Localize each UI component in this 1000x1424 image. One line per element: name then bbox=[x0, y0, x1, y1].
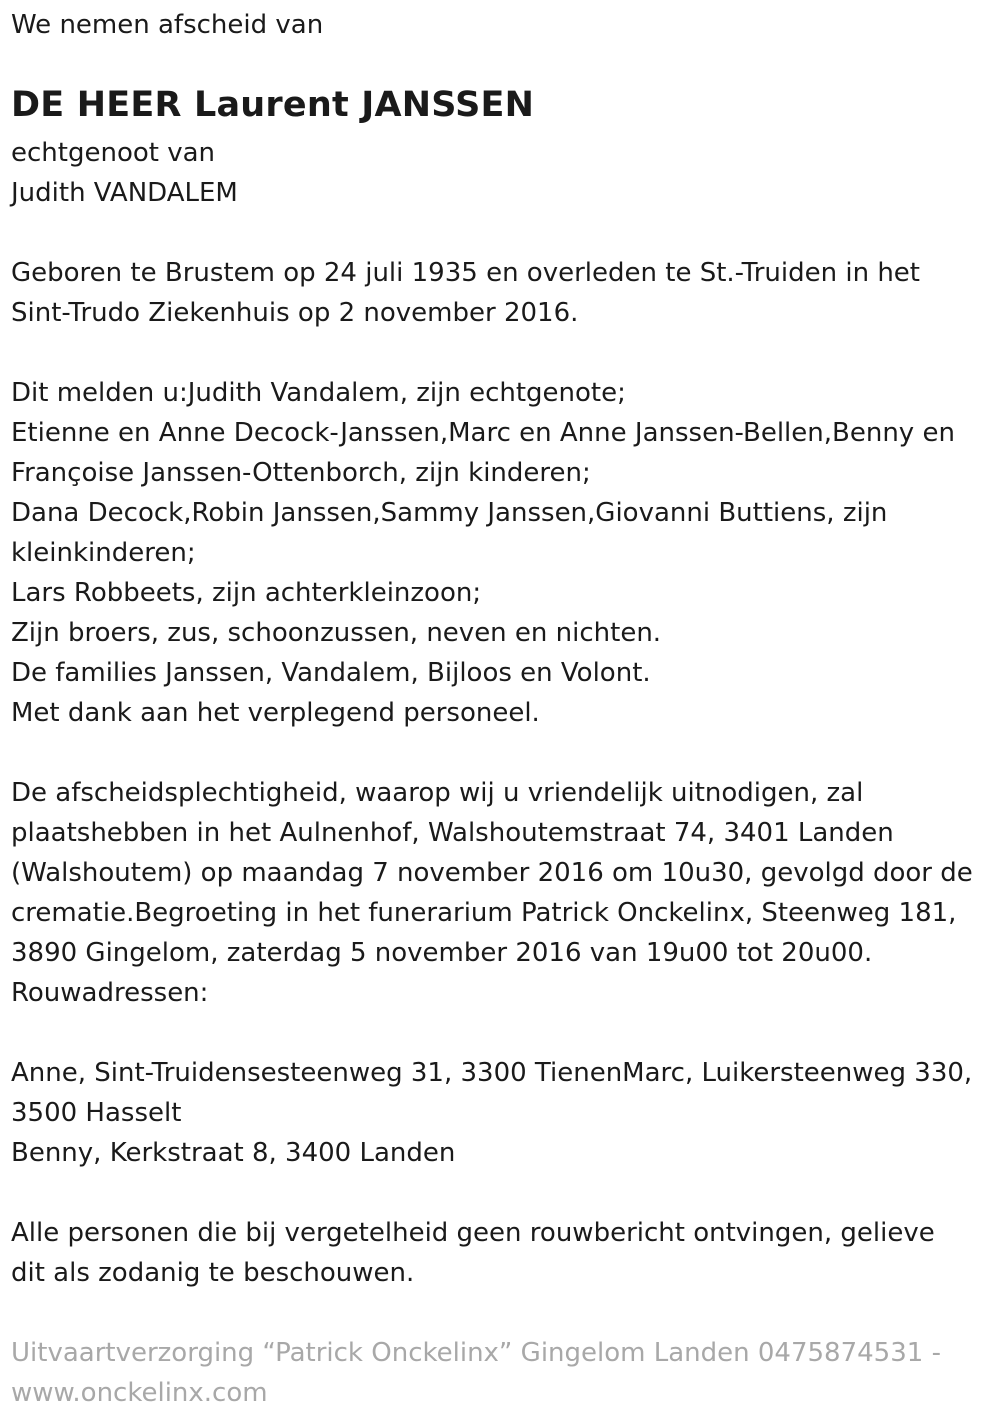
footer-website: www.onckelinx.com bbox=[11, 1378, 268, 1408]
addresses-paragraph bbox=[11, 1053, 990, 1173]
announcer-line: Dit melden u:Judith Vandalem, zijn echtgenote; bbox=[11, 378, 626, 408]
footer-line: Uitvaartverzorging “Patrick Onckelinx” Gingelom Landen 0475874531 - bbox=[11, 1338, 941, 1368]
announcers-paragraph bbox=[11, 373, 990, 733]
intro-text: We nemen afscheid van bbox=[11, 10, 324, 40]
address-line: Benny, Kerkstraat 8, 3400 Landen bbox=[11, 1138, 456, 1168]
announcer-line: Françoise Janssen-Ottenborch, zijn kinderen; bbox=[11, 458, 591, 488]
announcer-line: De families Janssen, Vandalem, Bijloos en Volont. bbox=[11, 658, 651, 688]
announcer-line: kleinkinderen; bbox=[11, 538, 196, 568]
announcer-line: Zijn broers, zus, schoonzussen, neven en nichten. bbox=[11, 618, 662, 648]
spacer bbox=[11, 733, 990, 773]
ceremony-line: De afscheidsplechtigheid, waarop wij u vriendelijk uitnodigen, zal bbox=[11, 778, 864, 808]
spouse-name: Judith VANDALEM bbox=[11, 178, 238, 208]
ceremony-line: plaatshebben in het Aulnenhof, Walshoutemstraat 74, 3401 Landen bbox=[11, 818, 894, 848]
spacer bbox=[11, 1173, 990, 1213]
birth-death-line: Sint-Trudo Ziekenhuis op 2 november 2016. bbox=[11, 298, 579, 328]
announcer-line: Lars Robbeets, zijn achterkleinzoon; bbox=[11, 578, 482, 608]
closing-line: Alle personen die bij vergetelheid geen rouwbericht ontvingen, gelieve bbox=[11, 1218, 935, 1248]
ceremony-line: (Walshoutem) op maandag 7 november 2016 om 10u30, gevolgd door de bbox=[11, 858, 973, 888]
spacer bbox=[11, 1293, 990, 1333]
address-line: Anne, Sint-Truidensesteenweg 31, 3300 TienenMarc, Luikersteenweg 330, bbox=[11, 1058, 973, 1088]
birth-death-line: Geboren te Brustem op 24 juli 1935 en overleden te St.-Truiden in het bbox=[11, 258, 920, 288]
ceremony-line: 3890 Gingelom, zaterdag 5 november 2016 van 19u00 tot 20u00. bbox=[11, 938, 873, 968]
funeral-home-footer bbox=[11, 1333, 990, 1413]
relation-text: echtgenoot van bbox=[11, 138, 216, 168]
closing-paragraph bbox=[11, 1213, 990, 1293]
spacer bbox=[11, 333, 990, 373]
spacer bbox=[11, 213, 990, 253]
announcer-line: Met dank aan het verplegend personeel. bbox=[11, 698, 540, 728]
address-line: 3500 Hasselt bbox=[11, 1098, 182, 1128]
birth-death-paragraph bbox=[11, 253, 990, 333]
announcer-line: Etienne en Anne Decock-Janssen,Marc en Anne Janssen-Bellen,Benny en bbox=[11, 418, 955, 448]
ceremony-paragraph bbox=[11, 773, 990, 1013]
deceased-name: DE HEER Laurent JANSSEN bbox=[11, 85, 535, 125]
closing-line: dit als zodanig te beschouwen. bbox=[11, 1258, 415, 1288]
ceremony-line: crematie.Begroeting in het funerarium Patrick Onckelinx, Steenweg 181, bbox=[11, 898, 957, 928]
spacer bbox=[11, 1013, 990, 1053]
announcer-line: Dana Decock,Robin Janssen,Sammy Janssen,Giovanni Buttiens, zijn bbox=[11, 498, 888, 528]
mourning-addresses-heading: Rouwadressen: bbox=[11, 978, 209, 1008]
